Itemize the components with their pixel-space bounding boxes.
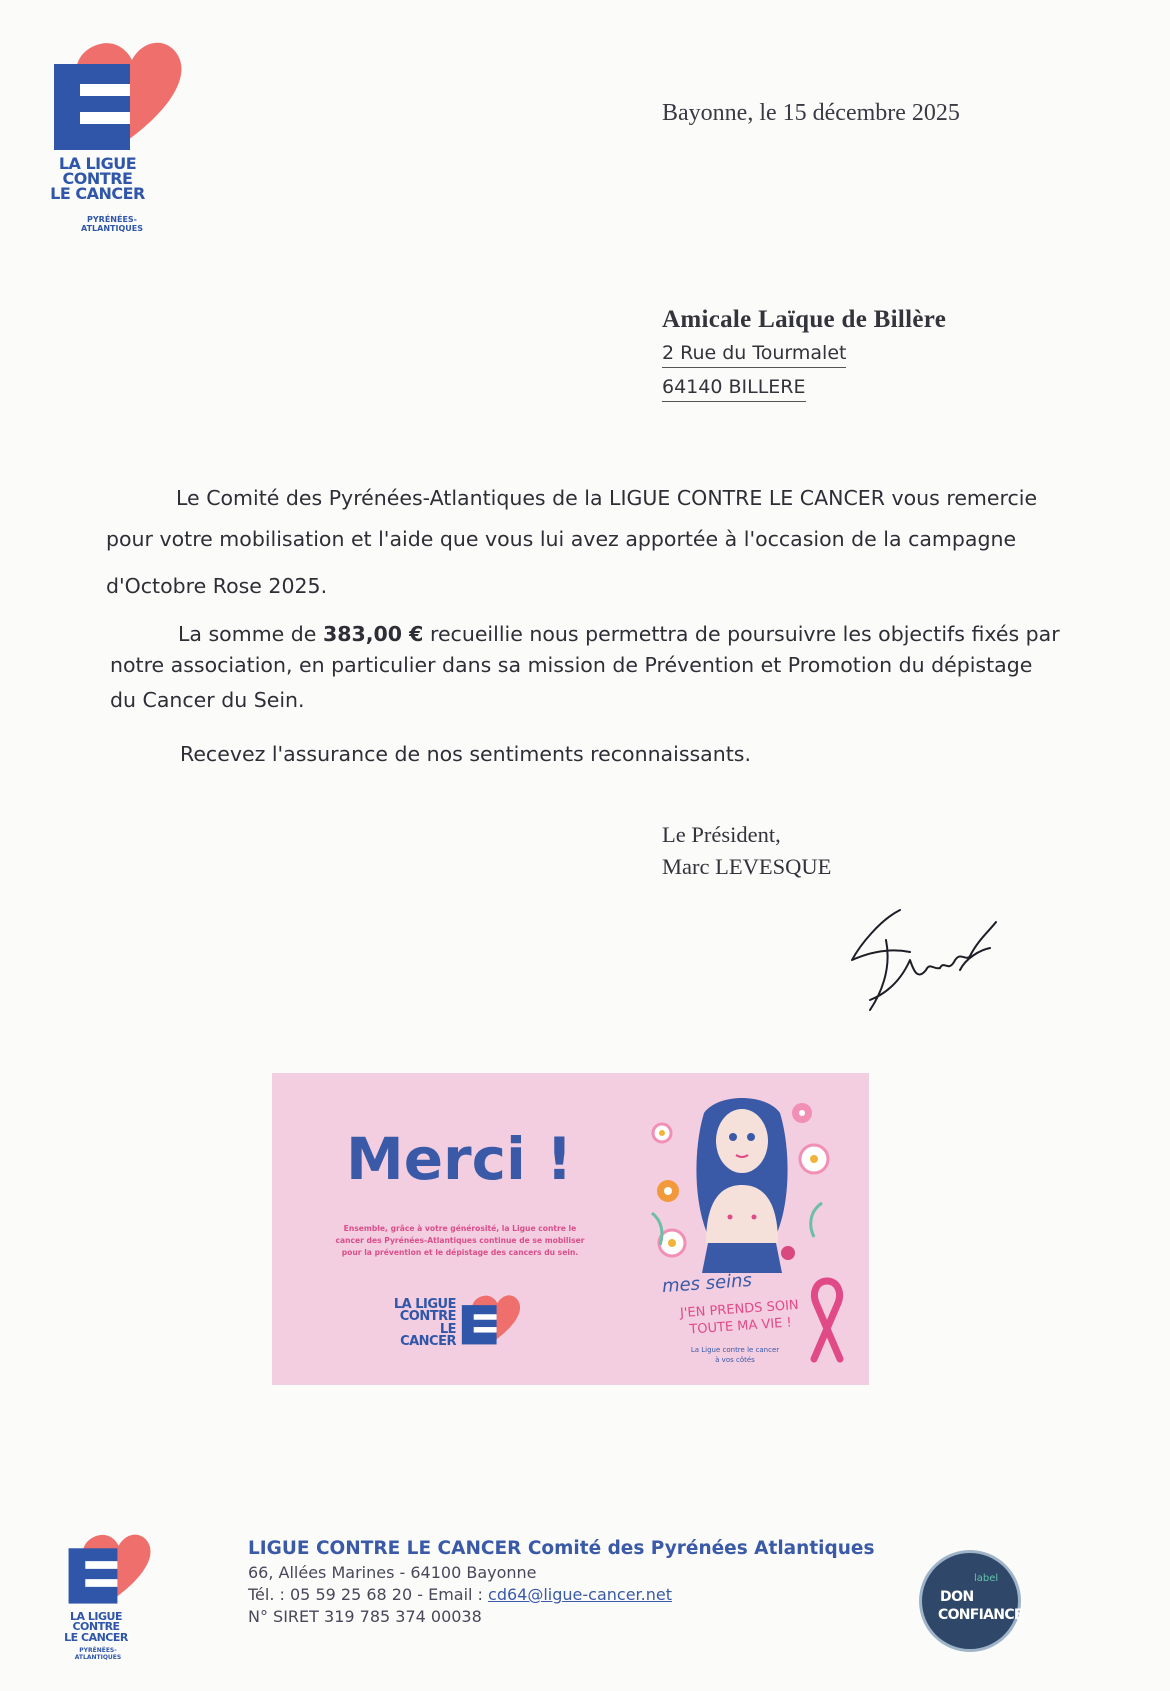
footer-logo-line: LE CANCER [64, 1630, 128, 1644]
recipient-city: 64140 BILLERE [662, 376, 806, 402]
donation-sentence [178, 622, 1060, 646]
footer-contact [248, 1538, 874, 1629]
recipient-name: Amicale Laïque de Billère [662, 306, 947, 333]
banner-signature-line: La Ligue contre le cancer [690, 1346, 780, 1354]
body-line: notre association, en particulier dans sa mission de Prévention et Promotion du dépistage [110, 653, 1033, 677]
badge-label: label [974, 1573, 999, 1584]
footer-logo-subtitle: ATLANTIQUES [74, 1653, 122, 1661]
logo-subtitle: PYRÉNÉES- [87, 215, 137, 224]
footer-org-name: LIGUE CONTRE LE CANCER Comité des Pyrénées Atlantiques [248, 1538, 875, 1559]
body-line: d'Octobre Rose 2025. [106, 574, 328, 598]
slogan-line: J'EN PRENDS SOIN [679, 1297, 800, 1322]
recipient-street: 2 Rue du Tourmalet [662, 342, 846, 368]
footer-logo-subtitle: PYRÉNÉES- [79, 1647, 117, 1654]
banner-message-line: pour la prévention et le dépistage des cancers du sein. [341, 1248, 579, 1257]
mes-seins-text: mes seins [661, 1269, 753, 1298]
merci-banner [272, 1073, 869, 1385]
merci-heading: Merci ! [346, 1125, 573, 1193]
body-line: Le Comité des Pyrénées-Atlantiques de la LIGUE CONTRE LE CANCER vous remercie [176, 486, 1038, 510]
body-text: La somme de [178, 622, 323, 646]
letter-date: Bayonne, le 15 décembre 2025 [662, 100, 960, 126]
banner-logo-line: LA LIGUE [393, 1297, 456, 1312]
logo-line: CONTRE [62, 169, 133, 189]
footer-siret: N° SIRET 319 785 374 00038 [248, 1607, 482, 1626]
body-text: recueillie nous permettra de poursuivre les objectifs fixés par [423, 622, 1060, 646]
footer-address: 66, Allées Marines - 64100 Bayonne [248, 1563, 537, 1582]
footer-phone-email [248, 1585, 874, 1604]
banner-signature-line: à vos côtés [715, 1356, 755, 1364]
banner-logo-line: LE CANCER [400, 1321, 456, 1350]
signatory-title: Le Président, [662, 822, 781, 847]
heart-logo-icon [50, 20, 190, 160]
body-line: pour votre mobilisation et l'aide que vous lui avez apportée à l'occasion de la campagne [106, 527, 1017, 551]
body-line: du Cancer du Sein. [110, 688, 305, 712]
handwritten-signature [840, 900, 1010, 1020]
don-confiance-badge [922, 1553, 1023, 1649]
footer-email-link[interactable]: cd64@ligue-cancer.net [488, 1585, 672, 1604]
donation-amount: 383,00 € [322, 622, 424, 646]
campaign-slogan [664, 1296, 816, 1340]
brand-logo [50, 20, 190, 240]
footer-phone: Tél. : 05 59 25 68 20 - Email : [248, 1585, 489, 1604]
logo-subtitle: ATLANTIQUES [81, 223, 143, 233]
banner-message-line: cancer des Pyrénées-Atlantiques continue de se mobiliser [335, 1236, 585, 1245]
badge-line: DON [940, 1589, 974, 1605]
slogan-line: TOUTE MA VIE ! [688, 1315, 793, 1338]
signatory-name: Marc LEVESQUE [662, 854, 832, 879]
heart-logo-icon [460, 1285, 524, 1349]
banner-message [314, 1223, 606, 1259]
badge-line: CONFIANCE [938, 1607, 1023, 1623]
banner-logo-line: CONTRE [399, 1309, 456, 1325]
heart-logo-icon [66, 1520, 156, 1610]
banner-logo [380, 1285, 530, 1355]
pink-ribbon-icon [802, 1273, 852, 1363]
footer-logo-line: CONTRE [72, 1620, 120, 1634]
banner-signature [660, 1345, 810, 1365]
closing-line: Recevez l'assurance de nos sentiments reconnaissants. [180, 742, 751, 766]
logo-line: LA LIGUE [58, 154, 137, 173]
woman-illustration [642, 1093, 842, 1283]
logo-line: LE CANCER [50, 184, 145, 204]
footer-logo [66, 1520, 166, 1680]
footer-logo-line: LA LIGUE [70, 1610, 122, 1623]
banner-message-line: Ensemble, grâce à votre générosité, la Ligue contre le [343, 1224, 577, 1233]
